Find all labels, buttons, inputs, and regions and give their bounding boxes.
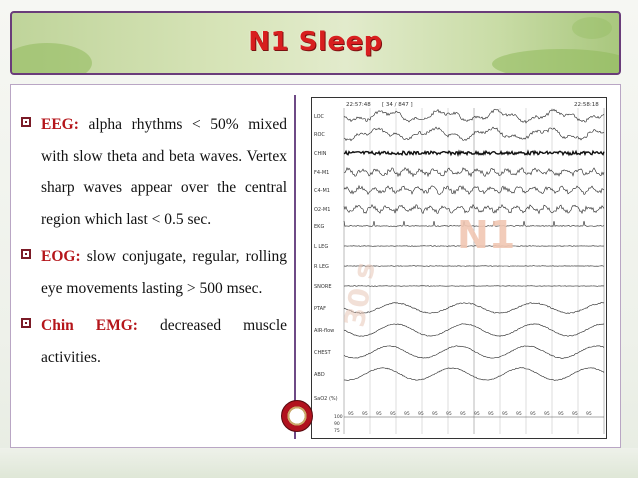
bullet-text: decreased muscle activities. (41, 317, 288, 366)
sao2-reading: 95 (446, 412, 452, 417)
stage-label: N1 (457, 213, 516, 257)
channel-label: PTAF (314, 306, 326, 312)
sao2-scale-label: 75 (334, 429, 340, 434)
sao2-reading: 95 (544, 412, 550, 417)
channel-label: LOC (314, 114, 325, 120)
header-epoch: [ 34 / 847 ] (382, 102, 413, 108)
square-bullet-icon (21, 117, 31, 127)
bullet-item-eog (21, 241, 287, 304)
channel-label: SaO2 (%) (314, 396, 338, 402)
vertical-divider (294, 95, 296, 439)
sao2-reading: 95 (502, 412, 508, 417)
epoch-watermark: 30 s (337, 259, 382, 330)
sao2-reading: 95 (558, 412, 564, 417)
bullet-term: EOG: (41, 248, 81, 265)
sao2-reading: 95 (432, 412, 438, 417)
sao2-reading: 95 (362, 412, 368, 417)
bullet-term: EEG: (41, 116, 79, 133)
channel-label: CHIN (314, 151, 327, 157)
channel-label: O2-M1 (314, 207, 331, 213)
sao2-scale-label: 100 (334, 415, 343, 420)
bullet-list (21, 109, 287, 379)
bullet-text: slow conjugate, regular, rolling eye movements lasting > 500 msec. (41, 248, 287, 297)
bullet-term: Chin EMG: (41, 317, 138, 334)
channel-label: F4-M1 (314, 170, 330, 176)
sao2-reading: 95 (586, 412, 592, 417)
channel-label: SNORE (314, 284, 332, 290)
sao2-reading: 95 (474, 412, 480, 417)
sao2-reading: 95 (418, 412, 424, 417)
header-time-left: 22:57:48 (346, 102, 371, 108)
channel-label: AIR-flow (314, 328, 335, 334)
sao2-reading: 95 (390, 412, 396, 417)
sao2-reading: 95 (376, 412, 382, 417)
sao2-reading: 95 (572, 412, 578, 417)
title-banner (10, 11, 621, 75)
bullet-item-chin-emg (21, 310, 287, 373)
sao2-reading: 95 (404, 412, 410, 417)
channel-label: L LEG (314, 244, 329, 250)
bullet-text: alpha rhythms < 50% mixed with slow theta and beta waves. Vertex sharp waves appear over the central region which last < 0.5 sec. (41, 116, 287, 228)
header-time-right: 22:58:18 (574, 102, 599, 108)
channel-label: C4-M1 (314, 188, 330, 194)
channel-label: EKG (314, 224, 325, 230)
bullet-item-eeg (21, 109, 287, 235)
sao2-reading: 95 (530, 412, 536, 417)
psg-recording-figure (311, 97, 607, 439)
content-panel (10, 84, 621, 448)
channel-label: R LEG (314, 264, 329, 270)
institution-logo (281, 400, 313, 432)
channel-label: CHEST (314, 350, 331, 356)
sao2-reading: 95 (348, 412, 354, 417)
sao2-reading: 95 (460, 412, 466, 417)
square-bullet-icon (21, 249, 31, 259)
sao2-reading: 95 (516, 412, 522, 417)
sao2-reading: 95 (488, 412, 494, 417)
channel-label: ABD (314, 372, 325, 378)
sao2-scale-label: 90 (334, 422, 340, 427)
channel-label: ROC (314, 132, 325, 138)
slide-title: N1 Sleep (248, 27, 383, 57)
footer-decoration (0, 448, 638, 478)
square-bullet-icon (21, 318, 31, 328)
